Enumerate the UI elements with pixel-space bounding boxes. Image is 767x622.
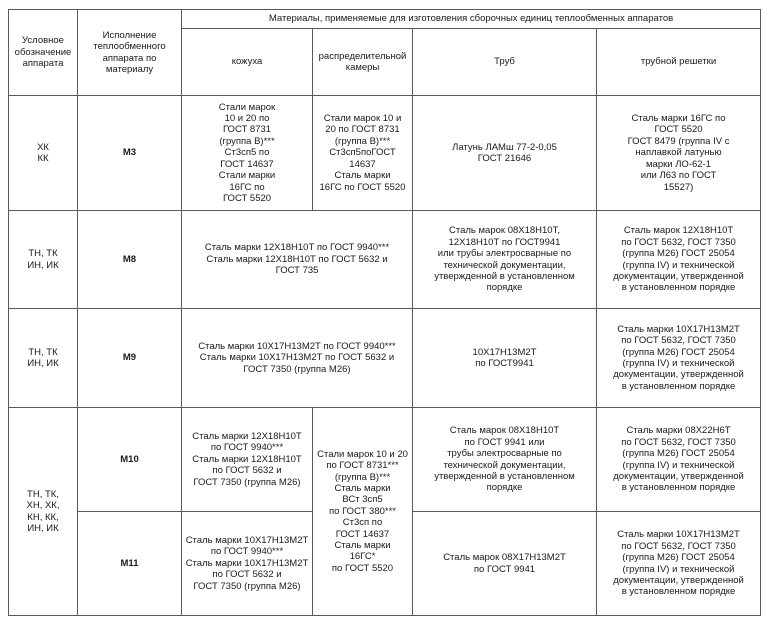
- header-tubes: Труб: [413, 29, 597, 96]
- cell-execution: М8: [78, 211, 182, 309]
- cell-casing-chamber: Сталь марки 12Х18Н10Т по ГОСТ 9940*** Сталь марки 12Х18Н10Т по ГОСТ 5632 и ГОСТ 735: [182, 211, 413, 309]
- cell-tubes: Сталь марок 08Х18Н10Т по ГОСТ 9941 или трубы электросварные по технической документации, утвержденной в установленном порядке: [413, 408, 597, 512]
- header-materials-group: Материалы, применяемые для изготовления сборочных единиц теплообменных аппаратов: [182, 10, 761, 29]
- cell-tubesheet: Сталь марок 12Х18Н10Т по ГОСТ 5632, ГОСТ 7350 (группа М26) ГОСТ 25054 (группа IV) и технической документации, утвержденной в установленном порядке: [597, 211, 761, 309]
- cell-designation: ТН, ТК ИН, ИК: [9, 309, 78, 408]
- cell-chamber: Стали марок 10 и 20 по ГОСТ 8731 (группа В)*** Ст3сп5поГОСТ 14637 Сталь марки 16ГС по ГОСТ 5520: [313, 96, 413, 211]
- cell-casing-chamber: Сталь марки 10Х17Н13М2Т по ГОСТ 9940*** Сталь марки 10Х17Н13М2Т по ГОСТ 5632 и ГОСТ 7350 (группа М26): [182, 309, 413, 408]
- header-tubesheet: трубной решетки: [597, 29, 761, 96]
- header-designation: Условное обозначение аппарата: [9, 10, 78, 96]
- table-row-m3: [9, 96, 761, 211]
- header-execution: Исполнение теплообменного аппарата по материалу: [78, 10, 182, 96]
- materials-table: [8, 9, 761, 616]
- cell-tubesheet: Сталь марки 16ГС по ГОСТ 5520 ГОСТ 8479 (группа IV с наплавкой латунью марки ЛО-62-1 или Л63 по ГОСТ 15527): [597, 96, 761, 211]
- cell-casing: Стали марок 10 и 20 по ГОСТ 8731 (группа В)*** Ст3сп5 по ГОСТ 14637 Стали марки 16ГС по ГОСТ 5520: [182, 96, 313, 211]
- cell-casing: Сталь марки 10Х17Н13М2Т по ГОСТ 9940*** Сталь марки 10Х17Н13М2Т по ГОСТ 5632 и ГОСТ 7350 (группа М26): [182, 512, 313, 616]
- cell-execution: М11: [78, 512, 182, 616]
- table-row-m10: [9, 408, 761, 512]
- table-row-m9: [9, 309, 761, 408]
- cell-chamber: Стали марок 10 и 20 по ГОСТ 8731*** (группа В)*** Сталь марки ВСт 3сп5 по ГОСТ 380*** Ст3сп по ГОСТ 14637 Сталь марки 16ГС* по ГОСТ 5520: [313, 408, 413, 616]
- header-casing: кожуха: [182, 29, 313, 96]
- cell-tubes: Сталь марок 08Х18Н10Т, 12Х18Н10Т по ГОСТ9941 или трубы электросварные по технической документации, утвержденной в установленном порядке: [413, 211, 597, 309]
- header-chamber: распределительной камеры: [313, 29, 413, 96]
- cell-designation: ТН, ТК ИН, ИК: [9, 211, 78, 309]
- table-row-m8: [9, 211, 761, 309]
- cell-tubesheet: Сталь марки 08Х22Н6Т по ГОСТ 5632, ГОСТ 7350 (группа М26) ГОСТ 25054 (группа IV) и технической документации, утвержденной в установленном порядке: [597, 408, 761, 512]
- cell-designation: ХК КК: [9, 96, 78, 211]
- cell-execution: М10: [78, 408, 182, 512]
- cell-tubesheet: Сталь марки 10Х17Н13М2Т по ГОСТ 5632, ГОСТ 7350 (группа М26) ГОСТ 25054 (группа IV) и технической документации, утвержденной в установленном порядке: [597, 512, 761, 616]
- cell-tubes: Сталь марок 08Х17Н13М2Т по ГОСТ 9941: [413, 512, 597, 616]
- cell-casing: Сталь марки 12Х18Н10Т по ГОСТ 9940*** Сталь марки 12Х18Н10Т по ГОСТ 5632 и ГОСТ 7350 (группа М26): [182, 408, 313, 512]
- cell-execution: М3: [78, 96, 182, 211]
- cell-designation: ТН, ТК, ХН, ХК, КН, КК, ИН, ИК: [9, 408, 78, 616]
- cell-tubes: Латунь ЛАМш 77-2-0,05 ГОСТ 21646: [413, 96, 597, 211]
- cell-tubes: 10Х17Н13М2Т по ГОСТ9941: [413, 309, 597, 408]
- cell-execution: М9: [78, 309, 182, 408]
- cell-tubesheet: Сталь марки 10Х17Н13М2Т по ГОСТ 5632, ГОСТ 7350 (группа М26) ГОСТ 25054 (группа IV) и технической документации, утвержденной в установленном порядке: [597, 309, 761, 408]
